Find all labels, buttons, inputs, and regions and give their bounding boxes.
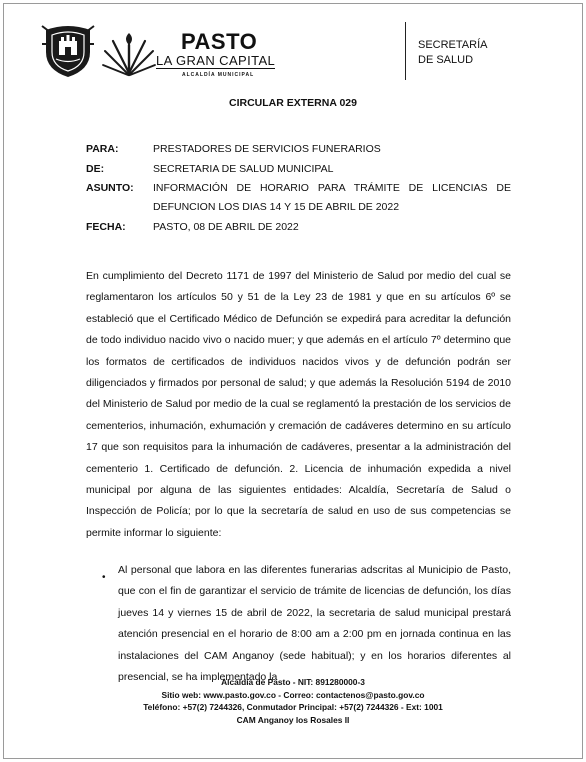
leaf-logo-icon <box>101 27 157 79</box>
footer-line-2: Sitio web: www.pasto.gov.co - Correo: contactenos@pasto.gov.co <box>161 689 425 700</box>
department-line-1: SECRETARÍA <box>418 39 488 51</box>
circular-title: CIRCULAR EXTERNA 029 <box>229 97 357 109</box>
footer <box>0 676 586 726</box>
footer-line-1: Alcaldía de Pasto - NIT: 891280000-3 <box>221 677 365 687</box>
de-value: SECRETARIA DE SALUD MUNICIPAL <box>153 163 334 175</box>
bullet-icon: • <box>102 572 106 583</box>
header-divider <box>405 22 406 80</box>
asunto-value-line-2: DEFUNCION LOS DIAS 14 Y 15 DE ABRIL DE 2022 <box>153 201 400 213</box>
department-name <box>418 38 487 68</box>
de-label: DE: <box>86 163 105 175</box>
brand-subtitle: LA GRAN CAPITAL <box>156 53 276 68</box>
brand-title: PASTO <box>181 29 258 54</box>
body-paragraph: En cumplimiento del Decreto 1171 de 1997 del Ministerio de Salud por medio del cual se reglamentaron los artículos 50 y 51 de la Ley 23 de 1981 y que en su artículos 6º se estableció que el Certificado Médico de Defunción se expedirá para acreditar la defunción de todo individuo nacido vivo o nacido muer; y que además en el artículo 7º determino que los formatos de certificados de individuos nacidos vivos y de defunción podrán ser diligenciados y firmados por personal de salud; y que además la Resolución 5194 de 2010 del Ministerio de Salud por medio de la cual se reglamentó la prestación de los servicios de cementerios, inhumación, exhumación y cremación de cadáveres determino en su artículo 17 que son requisitos para la inhumación de cadáveres, presentar a la administración del cementerio 1. Certificado de defunción. 2. Licencia de inhumación expedida a nivel municipal por alguna de las siguientes entidades: Alcaldía, Secretaría de Salud o Inspección de Policía; por lo que la secretaría de salud en uso de sus competencias se permite informar lo siguiente: <box>86 270 511 539</box>
asunto-label: ASUNTO: <box>86 182 134 194</box>
asunto-value-line-1: INFORMACIÓN DE HORARIO PARA TRÁMITE DE LICENCIAS DE <box>153 182 511 194</box>
footer-line-3: Teléfono: +57(2) 7244326, Conmutador Principal: +57(2) 7244326 - Ext: 1001 <box>143 702 443 712</box>
para-value: PRESTADORES DE SERVICIOS FUNERARIOS <box>153 143 381 155</box>
fecha-value: PASTO, 08 DE ABRIL DE 2022 <box>153 221 299 233</box>
department-line-2: DE SALUD <box>418 54 474 66</box>
fecha-label: FECHA: <box>86 221 126 233</box>
footer-line-4: CAM Anganoy los Rosales II <box>236 714 350 725</box>
para-label: PARA: <box>86 143 119 155</box>
coat-of-arms-icon <box>40 22 96 78</box>
bullet-paragraph: Al personal que labora en las diferentes funerarias adscritas al Municipio de Pasto, que con el fin de garantizar el servicio de trámite de licencias de defunción, los días jueves 14 y viernes 15 de abril de 2022, la secretaria de salud municipal prestará atención presencial en el horario de 8:00 am a 2:00 pm en jornada continua en las instalaciones del CAM Anganoy (sede habitual); y en los horarios diferentes al presencial, se ha implementado la <box>118 564 511 684</box>
brand-caption: ALCALDÍA MUNICIPAL <box>182 72 255 78</box>
